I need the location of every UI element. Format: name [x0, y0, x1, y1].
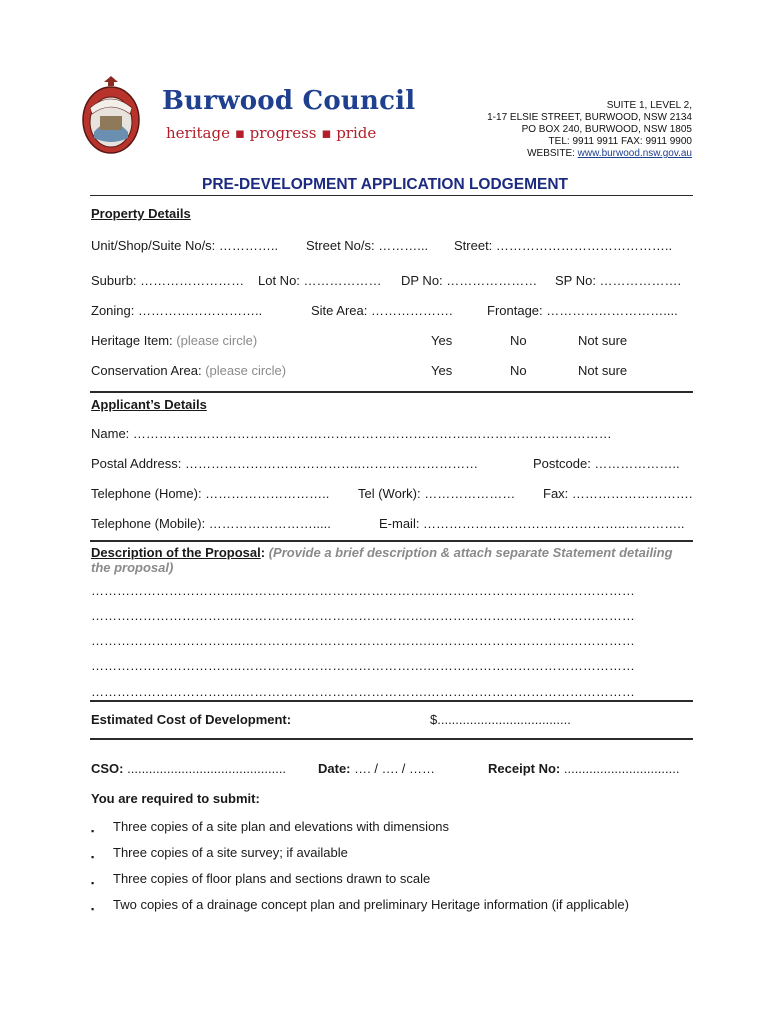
receipt-no-field[interactable]: [488, 761, 679, 776]
list-item: [91, 819, 450, 839]
fax-field[interactable]: Fax: ……………………….: [543, 486, 693, 501]
date-field[interactable]: [318, 761, 435, 776]
address-website-line: [487, 148, 692, 160]
bullet-icon: ▪: [91, 904, 95, 914]
conservation-area-label: Conservation Area: (please circle): [91, 363, 287, 378]
postal-address-field[interactable]: Postal Address: …………………………………..………………………: [91, 456, 479, 471]
conservation-yes-option[interactable]: Yes: [431, 363, 453, 378]
list-item-text: Three copies of floor plans and sections drawn to scale: [113, 871, 431, 886]
estimated-cost-label: Estimated Cost of Development:: [91, 712, 292, 727]
heritage-not-sure-option[interactable]: Not sure: [578, 333, 628, 348]
telephone-work-field[interactable]: Tel (Work): …………………: [358, 486, 516, 501]
bullet-icon: ▪: [91, 852, 95, 862]
dp-no-field[interactable]: DP No: …………………: [401, 273, 538, 288]
please-circle-hint: (please circle): [176, 333, 258, 348]
street-no-field[interactable]: Street No/s: ………...: [306, 238, 429, 253]
proposal-note-cont: the proposal): [91, 560, 174, 575]
address-line: TEL: 9911 9911 FAX: 9911 9900: [548, 136, 692, 147]
conservation-no-option[interactable]: No: [510, 363, 527, 378]
telephone-home-field[interactable]: Telephone (Home): ………………………..: [91, 486, 330, 501]
please-circle-hint: (please circle): [205, 363, 287, 378]
council-address: [487, 100, 692, 160]
date-value: …. / …. / ……: [354, 761, 436, 776]
page-title: PRE-DEVELOPMENT APPLICATION LODGEMENT: [202, 176, 568, 193]
list-item-text: Three copies of a site survey; if available: [113, 845, 348, 860]
cso-dots: ............................................: [127, 761, 287, 776]
list-item: [91, 845, 348, 865]
proposal-heading-text: Description of the Proposal: [91, 545, 261, 560]
title-divider: [90, 195, 693, 196]
submit-heading: You are required to submit:: [91, 791, 260, 806]
street-field[interactable]: Street: …………………………………..: [454, 238, 673, 253]
address-line: PO BOX 240, BURWOOD, NSW 1805: [521, 124, 692, 135]
address-line: SUITE 1, LEVEL 2,: [606, 100, 692, 111]
heritage-yes-option[interactable]: Yes: [431, 333, 453, 348]
cso-field[interactable]: [91, 761, 286, 776]
receipt-label: Receipt No:: [488, 761, 561, 776]
list-item: [91, 897, 629, 917]
lot-no-field[interactable]: Lot No: ………………: [258, 273, 382, 288]
sp-no-field[interactable]: SP No: ……………….: [555, 273, 682, 288]
council-name: Burwood Council: [162, 86, 416, 116]
section-divider: [90, 700, 693, 702]
unit-field[interactable]: Unit/Shop/Suite No/s: …………..: [91, 238, 279, 253]
estimated-cost-field[interactable]: $.....................................: [430, 712, 571, 727]
proposal-note: (Provide a brief description & attach separate Statement detailing: [268, 545, 673, 560]
list-item-text: Two copies of a drainage concept plan and preliminary Heritage information (if applicable): [113, 897, 629, 912]
suburb-field[interactable]: Suburb: ……………………: [91, 273, 245, 288]
proposal-line[interactable]: ……………………………..…………………………………….…………………………………………: [91, 658, 635, 673]
name-field[interactable]: Name: ……………………………..…………………………………….……………………………: [91, 426, 612, 441]
postcode-field[interactable]: Postcode: ………………..: [533, 456, 680, 471]
proposal-line[interactable]: ……………………………..…………………………………….…………………………………………: [91, 583, 635, 598]
zoning-field[interactable]: Zoning: ………………………..: [91, 303, 263, 318]
receipt-dots: ................................: [563, 761, 680, 776]
cso-label: CSO:: [91, 761, 124, 776]
website-link[interactable]: www.burwood.nsw.gov.au: [577, 148, 692, 159]
proposal-line[interactable]: ……………………………..…………………………………….…………………………………………: [91, 684, 635, 699]
list-item-text: Three copies of a site plan and elevations with dimensions: [113, 819, 450, 834]
section-divider: [90, 391, 693, 393]
bullet-icon: ▪: [91, 826, 95, 836]
council-seal-logo: [80, 72, 142, 161]
applicant-details-heading: Applicant’s Details: [91, 397, 207, 412]
section-divider: [90, 540, 693, 542]
council-tagline: heritage ▪ progress ▪ pride: [166, 124, 377, 142]
proposal-line[interactable]: ……………………………..…………………………………….…………………………………………: [91, 608, 635, 623]
telephone-mobile-field[interactable]: Telephone (Mobile): …………………….....: [91, 516, 331, 531]
list-item: [91, 871, 431, 891]
heritage-item-label: Heritage Item: (please circle): [91, 333, 258, 348]
site-area-field[interactable]: Site Area: ……………….: [311, 303, 453, 318]
date-label: Date:: [318, 761, 351, 776]
frontage-field[interactable]: Frontage: ………………………....: [487, 303, 678, 318]
website-label: WEBSITE:: [527, 148, 578, 159]
conservation-not-sure-option[interactable]: Not sure: [578, 363, 628, 378]
heritage-no-option[interactable]: No: [510, 333, 527, 348]
bullet-icon: ▪: [91, 878, 95, 888]
address-line: 1-17 ELSIE STREET, BURWOOD, NSW 2134: [487, 112, 692, 123]
proposal-heading-colon: :: [260, 545, 266, 560]
proposal-heading: [91, 545, 673, 560]
proposal-line[interactable]: ……………………………..…………………………………….…………………………………………: [91, 633, 635, 648]
property-details-heading: Property Details: [91, 206, 191, 221]
section-divider: [90, 738, 693, 740]
email-field[interactable]: E-mail: ………………………………………..…………..: [379, 516, 685, 531]
